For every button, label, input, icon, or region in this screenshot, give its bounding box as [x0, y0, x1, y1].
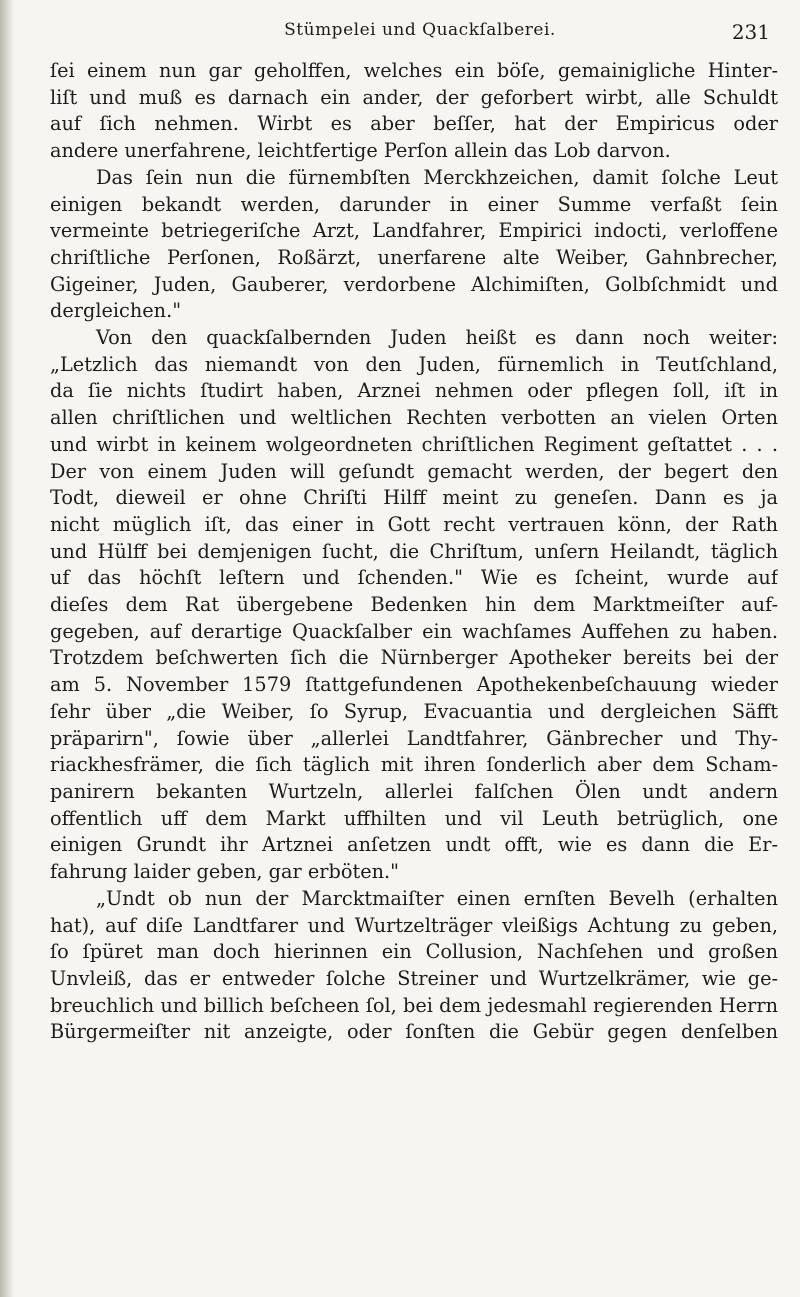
text-line: einigen Grundt ihr Artznei anſetzen undt offt, wie es dann die Er- — [50, 833, 778, 857]
page-number: 231 — [731, 20, 770, 44]
text-line: und wirbt in keinem wolgeordneten chriſtlichen Regiment geſtattet . . . — [50, 432, 778, 456]
text-line: allen chriſtlichen und weltlichen Rechten verbotten an vielen Orten — [50, 406, 778, 430]
text-line: und Hülff bei demjenigen ſucht, die Chriſtum, unſern Heilandt, täglich — [50, 539, 778, 563]
page-header — [70, 20, 770, 50]
text-line: Gigeiner, Juden, Gauberer, verdorbene Alchimiſten, Golbſchmidt und — [50, 272, 778, 296]
text-line: andere unerfahrene, leichtfertige Perſon allein das Lob darvon. — [50, 139, 671, 163]
text-line: auf ſich nehmen. Wirbt es aber beſſer, hat der Empiricus oder — [50, 112, 778, 136]
text-line: gegeben, auf derartige Quackſalber ein wachſames Auffehen zu haben. — [50, 619, 778, 643]
text-line: Von den quackſalbernden Juden heißt es dann noch weiter: — [96, 326, 778, 350]
text-line: hat), auf diſe Landtfarer und Wurtzelträger vleißigs Achtung zu geben, — [50, 913, 778, 937]
binding-shadow — [0, 0, 14, 1297]
text-line: fahrung laider geben, gar erböten." — [50, 860, 400, 884]
text-line: liſt und muß es darnach ein ander, der geforbert wirbt, alle Schuldt — [50, 85, 778, 109]
text-line: Trotzdem beſchwerten ſich die Nürnberger Apotheker bereits bei der — [50, 646, 778, 670]
text-line: ſo ſpüret man doch hierinnen ein Collusion, Nachſehen und großen — [50, 940, 778, 964]
text-line: dieſes dem Rat übergebene Bedenken hin dem Marktmeiſter auf- — [50, 593, 778, 617]
text-line: Der von einem Juden will geſundt gemacht werden, der begert den — [50, 459, 778, 483]
text-line: dergleichen." — [50, 299, 182, 323]
text-line: vermeinte betriegeriſche Arzt, Landfahrer, Empirici indocti, verloffene — [50, 219, 778, 243]
running-head: Stümpelei und Quackſalberei. — [284, 20, 556, 40]
text-line: riackhesfrämer, die ſich täglich mit ihren ſonderlich aber dem Scham- — [50, 753, 778, 777]
text-line: panirern bekanten Wurtzeln, allerlei falſchen Ölen undt andern — [50, 779, 778, 803]
text-line: da ſie nichts ſtudirt haben, Arznei nehmen oder pflegen ſoll, iſt in — [50, 379, 778, 403]
text-line: offentlich uff dem Markt uffhilten und vil Leuth betrüglich, one — [50, 806, 778, 830]
text-line: breuchlich und billich beſcheen ſol, bei dem jedesmahl regierenden Herrn — [50, 993, 778, 1017]
text-line: chriſtliche Perſonen, Roßärzt, unerfarene alte Weiber, Gahnbrecher, — [50, 245, 778, 269]
text-line: Das ſein nun die fürnembſten Merckhzeichen, damit ſolche Leut — [96, 165, 778, 189]
text-line: „Undt ob nun der Marcktmaiſter einen ernſten Bevelh (erhalten — [96, 886, 778, 910]
text-line: am 5. November 1579 ſtattgefundenen Apothekenbeſchauung wieder — [50, 673, 778, 697]
text-line: Unvleiß, das er entweder ſolche Streiner und Wurtzelkrämer, wie ge- — [50, 966, 778, 990]
text-line: einigen bekandt werden, darunder in einer Summe verfaßt ſein — [50, 192, 778, 216]
text-line: Bürgermeiſter nit anzeigte, oder ſonſten die Gebür gegen denſelben — [50, 1020, 778, 1044]
text-line: „Letzlich das niemandt von den Juden, fürnemlich in Teutſchland, — [50, 352, 778, 376]
body-text — [50, 58, 778, 1046]
text-line: nicht müglich iſt, das einer in Gott recht vertrauen könn, der Rath — [50, 512, 778, 536]
text-line: präparirn", ſowie über „allerlei Landtfahrer, Gänbrecher und Thy- — [50, 726, 778, 750]
text-line: uf das höchſt leſtern und ſchenden." Wie es ſcheint, wurde auf — [50, 566, 778, 590]
text-line: ſehr über „die Weiber, ſo Syrup, Evacuantia und dergleichen Säfft — [50, 699, 778, 723]
text-line: ſei einem nun gar geholffen, welches ein böſe, gemainigliche Hinter- — [50, 59, 778, 82]
text-line: Todt, dieweil er ohne Chriſti Hilff meint zu geneſen. Dann es ja — [50, 486, 778, 510]
